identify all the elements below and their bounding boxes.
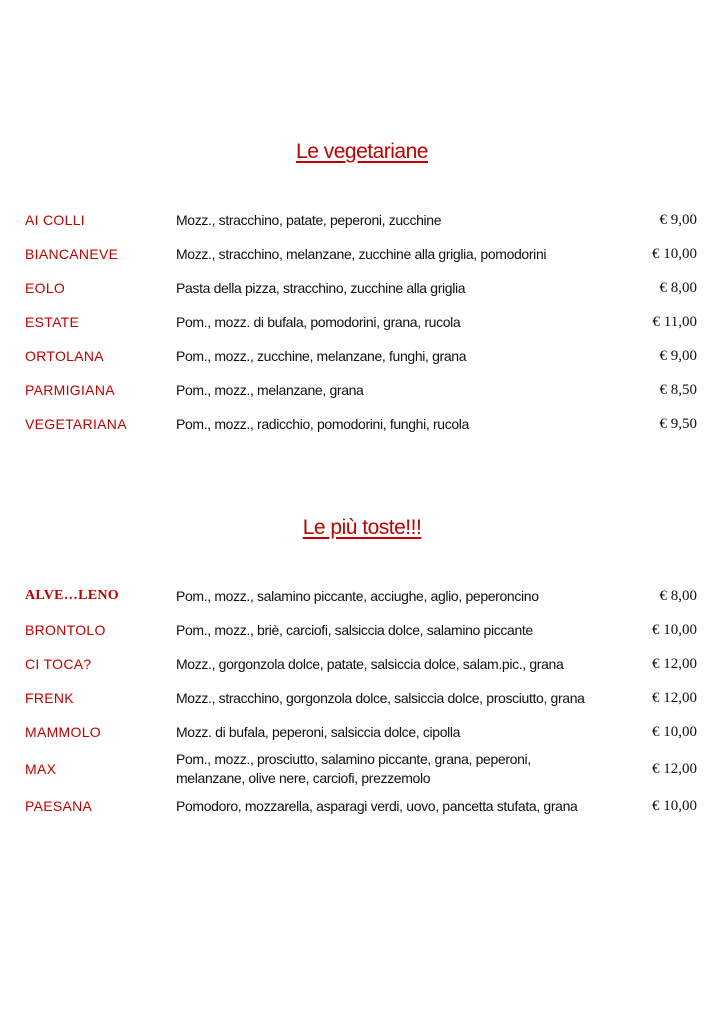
vegetariane-list	[0, 203, 724, 441]
item-name: PARMIGIANA	[25, 382, 115, 398]
item-description	[176, 750, 607, 788]
menu-item	[0, 373, 724, 407]
menu-item	[0, 579, 724, 613]
item-price: € 8,00	[659, 587, 697, 604]
item-price: € 8,50	[659, 381, 697, 398]
item-price: € 10,00	[652, 621, 697, 638]
menu-item	[0, 681, 724, 715]
item-description: Mozz., stracchino, patate, peperoni, zucchine	[176, 211, 442, 228]
item-description: Pom., mozz., zucchine, melanzane, funghi, grana	[176, 347, 467, 364]
item-price: € 12,00	[652, 689, 697, 706]
section-title-piu-toste: Le più toste!!!	[302, 516, 422, 539]
section-title-vegetariane: Le vegetariane	[296, 140, 428, 163]
item-name: MAMMOLO	[25, 724, 101, 740]
item-description: Mozz., gorgonzola dolce, patate, salsiccia dolce, salam.pic., grana	[176, 655, 564, 672]
item-name: ESTATE	[25, 314, 80, 330]
item-price: € 11,00	[652, 313, 697, 330]
item-price: € 10,00	[652, 723, 697, 740]
piu-toste-list	[0, 579, 724, 823]
menu-item	[0, 339, 724, 373]
item-description: Mozz., stracchino, melanzane, zucchine alla griglia, pomodorini	[176, 245, 547, 262]
item-price: € 12,00	[652, 655, 697, 672]
item-description-line: melanzane, olive nere, carciofi, prezzemolo	[176, 770, 431, 786]
item-description: Mozz. di bufala, peperoni, salsiccia dolce, cipolla	[176, 723, 461, 740]
menu-item	[0, 715, 724, 749]
item-price: € 9,50	[659, 415, 697, 432]
item-name: PAESANA	[25, 798, 93, 814]
item-name: BRONTOLO	[25, 622, 106, 638]
menu-item	[0, 203, 724, 237]
item-description: Pom., mozz. di bufala, pomodorini, grana, rucola	[176, 313, 461, 330]
menu-item	[0, 305, 724, 339]
item-description: Pomodoro, mozzarella, asparagi verdi, uovo, pancetta stufata, grana	[176, 797, 578, 814]
menu-item	[0, 237, 724, 271]
item-description: Mozz., stracchino, gorgonzola dolce, salsiccia dolce, prosciutto, grana	[176, 689, 585, 706]
menu-item	[0, 613, 724, 647]
menu-item	[0, 647, 724, 681]
item-name: VEGETARIANA	[25, 416, 127, 432]
item-name: EOLO	[25, 280, 66, 296]
item-price: € 10,00	[652, 797, 697, 814]
item-description: Pom., mozz., briè, carciofi, salsiccia dolce, salamino piccante	[176, 621, 533, 638]
item-description: Pom., mozz., radicchio, pomodorini, funghi, rucola	[176, 415, 469, 432]
item-name: FRENK	[25, 690, 74, 706]
item-price: € 12,00	[652, 760, 697, 777]
menu-item	[0, 271, 724, 305]
menu-item	[0, 749, 724, 789]
item-name: ORTOLANA	[25, 348, 104, 364]
item-description: Pom., mozz., salamino piccante, acciughe, aglio, peperoncino	[176, 587, 539, 604]
item-price: € 9,00	[659, 211, 697, 228]
item-name: BIANCANEVE	[25, 246, 119, 262]
item-description-line: Pom., mozz., prosciutto, salamino piccante, grana, peperoni,	[176, 751, 531, 767]
item-price: € 10,00	[652, 245, 697, 262]
item-description: Pom., mozz., melanzane, grana	[176, 381, 364, 398]
item-price: € 8,00	[659, 279, 697, 296]
menu-item	[0, 789, 724, 823]
item-description: Pasta della pizza, stracchino, zucchine alla griglia	[176, 279, 466, 296]
item-price: € 9,00	[659, 347, 697, 364]
item-name: CI TOCA?	[25, 656, 92, 672]
item-name: AI COLLI	[25, 212, 85, 228]
item-name: ALVE…LENO	[25, 588, 119, 603]
menu-item	[0, 407, 724, 441]
item-name: MAX	[25, 761, 57, 777]
